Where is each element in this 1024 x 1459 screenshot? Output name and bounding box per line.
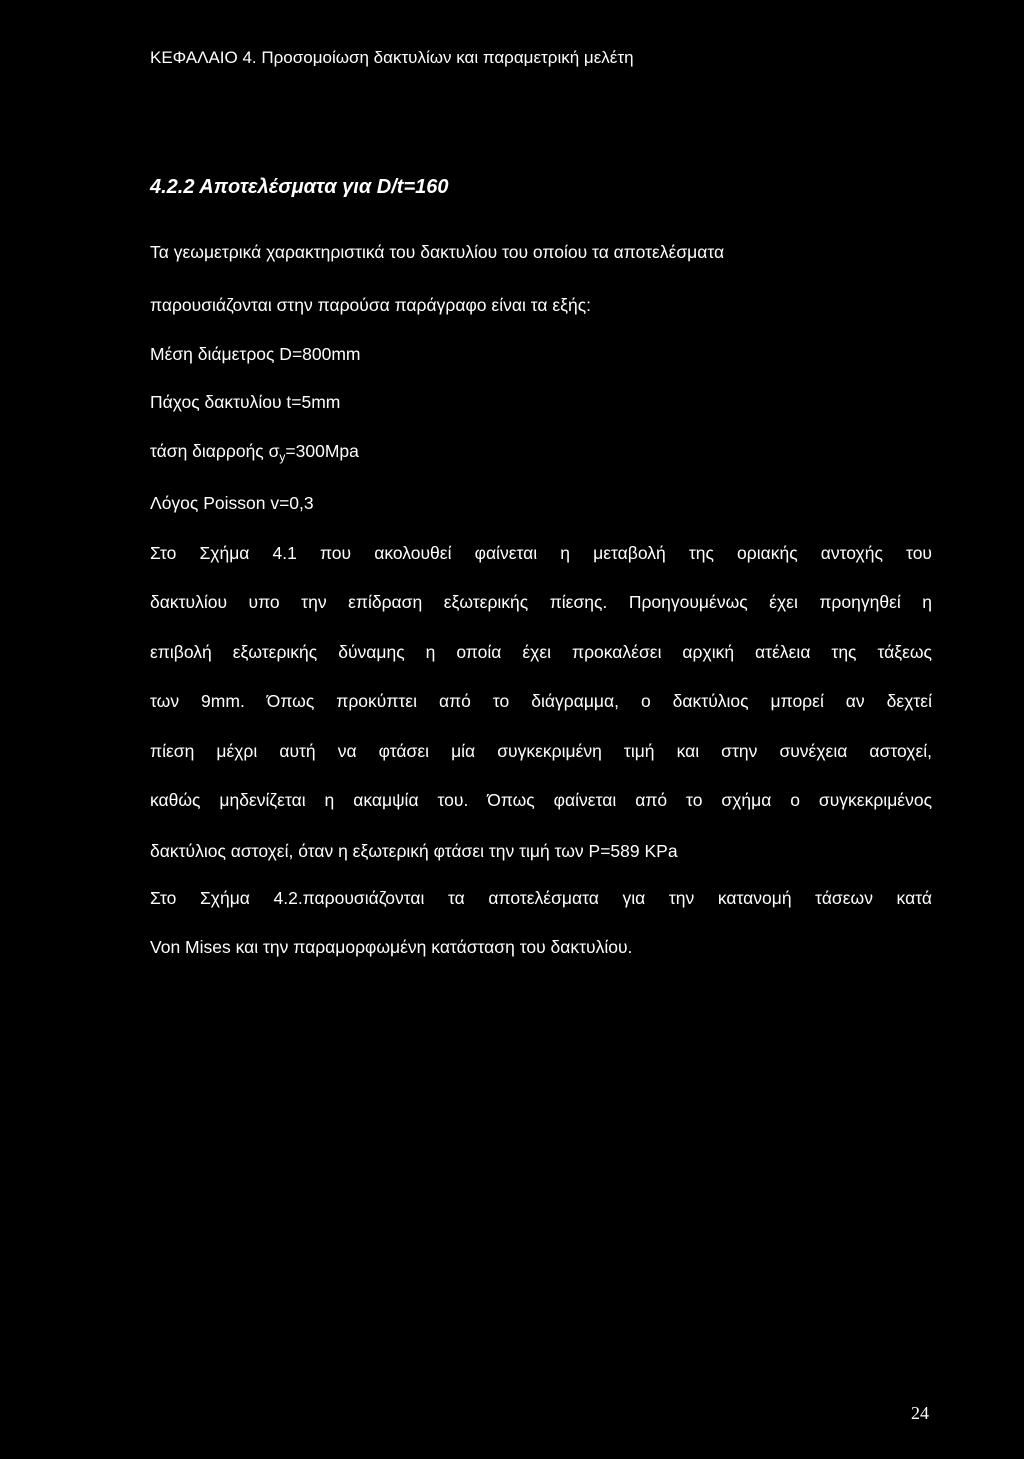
paragraph-2-line-1: Στο Σχήμα 4.2.παρουσιάζονται τα αποτελέσματα για την κατανομή τάσεων κατά — [150, 888, 932, 908]
page-number: 24 — [911, 1403, 929, 1423]
yield-stress-subscript: y — [279, 450, 286, 464]
paragraph-1-line-1: Στο Σχήμα 4.1 που ακολουθεί φαίνεται η μεταβολή της οριακής αντοχής του — [150, 543, 932, 563]
property-poisson: Λόγος Poisson v=0,3 — [150, 493, 314, 513]
section-heading: 4.2.2 Αποτελέσματα για D/t=160 — [150, 176, 449, 198]
paragraph-1-line-7: δακτύλιος αστοχεί, όταν η εξωτερική φτάσει την τιμή των P=589 KPa — [150, 841, 678, 861]
paragraph-1-line-5: πίεση μέχρι αυτή να φτάσει μία συγκεκριμένη τιμή και στην συνέχεια αστοχεί, — [150, 741, 932, 761]
paragraph-2-line-2: Von Mises και την παραμορφωμένη κατάσταση του δακτυλίου. — [150, 937, 633, 957]
yield-stress-prefix: τάση διαρροής σ — [150, 441, 280, 461]
paragraph-1-line-2: δακτυλίου υπο την επίδραση εξωτερικής πίεσης. Προηγουμένως έχει προηγηθεί η — [150, 592, 932, 612]
property-diameter: Μέση διάμετρος D=800mm — [150, 344, 361, 364]
paragraph-1-line-6: καθώς μηδενίζεται η ακαμψία του. Όπως φαίνεται από το σχήμα ο συγκεκριμένος — [150, 790, 932, 810]
paragraph-1-line-3: επιβολή εξωτερικής δύναμης η οποία έχει προκαλέσει αρχική ατέλεια της τάξεως — [150, 642, 932, 662]
intro-line-2: παρουσιάζονται στην παρούσα παράγραφο είναι τα εξής: — [150, 295, 592, 315]
intro-line-1: Τα γεωμετρικά χαρακτηριστικά του δακτυλίου του οποίου τα αποτελέσματα — [150, 242, 725, 262]
property-yield-stress — [150, 441, 359, 464]
yield-stress-value: =300Mpa — [285, 441, 359, 461]
paragraph-1-line-4: των 9mm. Όπως προκύπτει από το διάγραμμα, ο δακτύλιος μπορεί αν δεχτεί — [150, 691, 932, 711]
property-thickness: Πάχος δακτυλίου t=5mm — [150, 392, 341, 412]
chapter-header: ΚΕΦΑΛΑΙΟ 4. Προσομοίωση δακτυλίων και παραμετρική μελέτη — [150, 48, 634, 67]
